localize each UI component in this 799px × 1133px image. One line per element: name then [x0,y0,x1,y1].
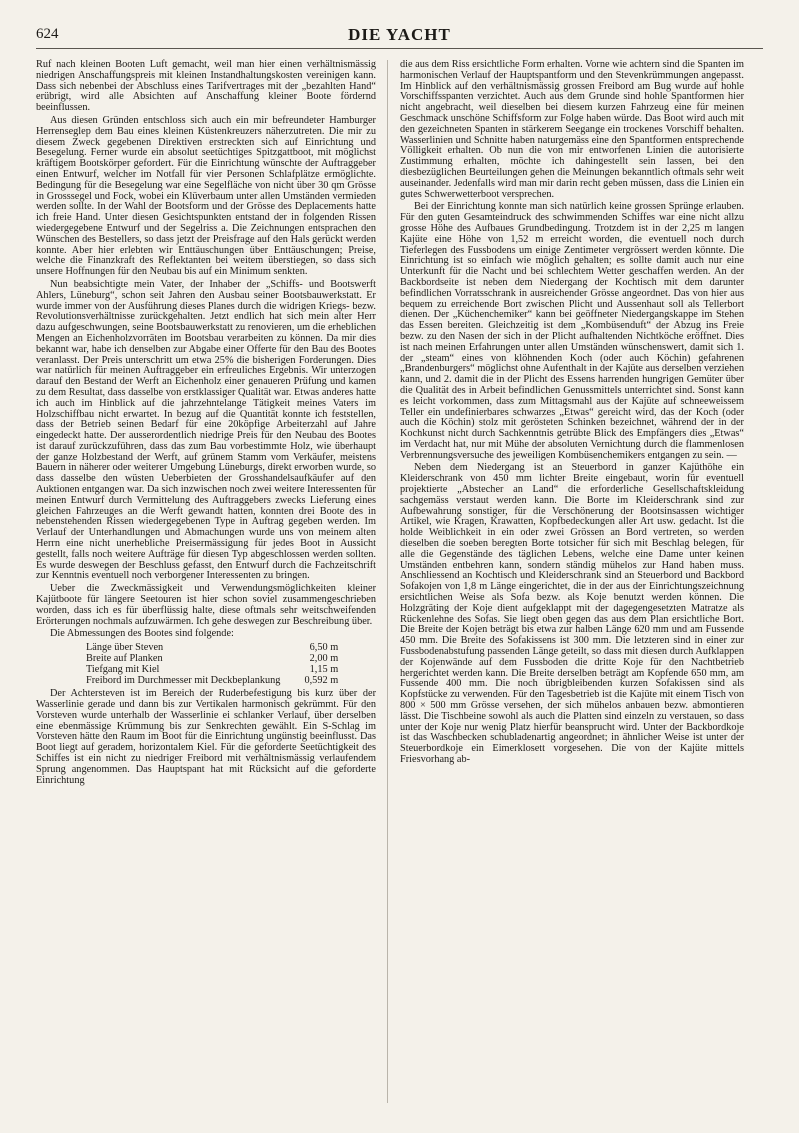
right-column [400,60,744,768]
dimension-row [86,675,342,686]
page-number: 624 [36,26,59,42]
paragraph: Der Achtersteven ist im Bereich der Ruderbefestigung bis kurz über der Wasserlinie gerade und dann bis zur Vertikalen harmonisch gekrümmt. Für den Vorsteven wurde unterhalb der Wasserlinie ei schlanker Verlauf, über derselben eine ebenmässige Krümmung bis zur Senkrechten gewählt. Ein S-Schlag im Vorsteven hätte den Raum im Boot für die Einrichtung ungünstig beeinflusst. Das Boot liegt auf geradem, horizontalem Kiel. Für die geforderte Seetüchtigkeit des Schiffes ist ein nicht zu niedriger Freibord mit verhältnismässig verlaufendem Sprung angenommen. Das Hauptspant hat mit Rücksicht auf die geforderte Einrichtung [36,688,376,786]
dimension-value: 2,00 m [309,653,339,665]
paragraph: Ueber die Zweckmässigkeit und Verwendungsmöglichkeiten kleiner Kajütboote für längere Seetouren ist hier schon soviel zusammengeschrieben worden, dass ich es für überflüssig halte, diese oftmals sehr weitschweifenden Erörterungen nochmals aufzuwärmen. Ich gehe deswegen zur Beschreibung über. [36,583,376,627]
dimension-value: 6,50 m [309,642,339,654]
dimension-value: 1,15 m [309,664,339,676]
dimension-row [86,664,342,675]
paragraph: Ruf nach kleinen Booten Luft gemacht, weil man hier einen verhältnismässig niedrigen Anschaffungspreis mit kleinen Instandhaltungskosten vereinigen kann. Dass sich nebenbei der Abschluss eines Tarifvertrages mit der „bezahlten Hand“ erübrigt, wird alle Absichten auf Anschaffung kleiner Boote fördernd beeinflussen. [36,59,376,114]
paragraph: Aus diesen Gründen entschloss sich auch ein mir befreundeter Hamburger Herrenseglер dem Bau eines kleinen Küstenkreuzers näherzutreten. Die mir zu diesem Zweck gegebenen Direktiven erstreckten sich auf Einrichtung und Besegelung. Ferner wurde ein absolut seetüchtiges Spitzgattboot, mit möglichst kräftigem Bootskörper gefordert. Für die Einrichtung wünschte der Auftraggeber einen Entwurf, welcher im Notfall für vier Personen Schlafplätze ermöglichte. Bedingung für die Besegelung war eine Segelfläche von nicht über 30 qm Grösse in Grosssegel und Fock, wobei ein Klüverbaum unter allen Umständen vermieden werden sollte. In der Wahl der Bootsform und der Grösse des Deplacements hatte ich freie Hand. Unter diesen Gesichtspunkten entstand der in folgenden Rissen wiedergegebene Entwurf und der Segelriss a. Die Zeichnungen entsprachen den Wünschen des Bestellers, so dass jetzt der Preisfrage auf den Hals gerückt werden konnte. Aber hier erlebten wir Enttäuschungen über Enttäuschungen; Preise, welche die Finanzkraft des Reflektanten bei weitem überstiegen, so dass sich unsere Hoffnungen für den Neubau bis auf ein Minimum senkten. [36,114,376,278]
dimensions-block [36,629,376,686]
header-rule [36,48,763,49]
dimensions-intro: Die Abmessungen des Bootes sind folgende: [50,628,234,640]
dimension-row [86,642,342,653]
paragraph: Neben dem Niedergang ist an Steuerbord in ganzer Kajüthöhe ein Kleiderschrank von 450 mm lichter Breite eingebaut, worin für eventuell projektierte „Abstecher an Land“ die erforderliche Gesellschaftskleidung sachgemäss verstaut werden kann. Die Borte im Kleiderschrank sind zur Aufbewahrung sonstiger, für die Verschönerung der Bootsinsassen wichtiger Artikel, wie Kragen, Krawatten, Kopfbedeckungen aller Art usw. gedacht. Ist die holde Weiblichkeit in ein oder zwei Grössen an Bord vertreten, so werden dieselben die soeben beregten Borte totsicher für sich mit Beschlag belegen, für alle die Gegenstände des täglichen Lebens, welche eine Dame unter keinen Umständen entbehren kann, sondern ständig mühelos zur Hand haben muss. Anschliessend an Kochtisch und Kleiderschrank sind an Steuerbord und Backbord Sofakojen von 1,8 m Länge eingerichtet, die in der aus der Einrichtungszeichnung ersichtlichen Weise als Sofa bezw. als Koje benutzt werden können. Die Holzgräting der Koje dient aufgeklappt mit der dagegengesetzten Matratze als Rückenlehne des Sofas. Sie liegt oben gegen das aus dem Plan ersichtliche Bort. Die Breite der Kojen beträgt bis etwa zur halben Länge 620 mm und am Fussende 450 mm. Die Breite des Sofakissens ist 300 mm. Die letzteren sind in einer zur Fussbodenabstufung passenden Länge geteilt, so dass mit diesen durch Aufklappen der Kojenwände auf dem Fussboden die dritte Koje für den Nachtbetrieb hergerichtet werden kann. Die Breite derselben beträgt am Kopfende 650 mm, am Fussende 400 mm. Die noch übrigbleibenden kurzen Sofakissen sind als Kopfstücke zu verwenden. Für den Tagesbetrieb ist die Kajüte mit einem Tisch von 800 × 500 mm Grösse versehen, der sich mühelos anbauen bezw. abmontieren lässt. Die Tischbeine sowohl als auch die Platten sind einzeln zu verstauen, so dass unter der Koje nur wenig Platz hierfür beansprucht wird. Unter der Backbordkoje ist das Waschbecken schubladenartig angeordnet; in ähnlicher Weise ist unter der Steuerbordkoje ein Eimerklosett vorgesehen. Die von der Kajüte mittels Friesvorhang ab- [400,462,744,765]
dimension-row [86,653,342,664]
left-column [36,60,376,788]
paragraph: die aus dem Riss ersichtliche Form erhalten. Vorne wie achtern sind die Spanten im harmonischen Verlauf der Hauptspantform und den Stevenkrümmungen angepasst. Im Hinblick auf den verhältnismässig grossen Freibord am Bug wurde auf hohle Vorschiffsspanten verzichtet. Auch aus dem Grunde sind hohle Spantformen hier nicht angebracht, weil dieselben bei diesem kurzen Fahrzeug eine für meinen Geschmack unschöne Schiffsform zur Folge haben würde. Das Boot wird auch mit den gezeichneten Spanten in stärkerem Seegange ein trockenes Vorschiff behalten. Wasserlinien und Schnitte haben naturgemäss eine den Spantformen entsprechende Völligkeit erhalten. Ob nun die von mir entworfenen Linien die autorisierte Zustimmung erhalten, möchte ich dahingestellt sein lassen, bei den diesbezüglichen Beurteilungen gehen die Meinungen bekanntlich oftmals sehr weit auseinander. Jedenfalls wird man mir darin recht geben müssen, dass die Linien ein gutes Schwerwetterboot versprechen. [400,59,744,200]
page-header [36,22,763,44]
dimensions-table [86,642,342,686]
paragraph: Nun beabsichtigte mein Vater, der Inhaber der „Schiffs- und Bootswerft Ahlers, Lüneburg“, schon seit Jahren den Ausbau seiner Bootsbauwerkstatt. Er wurde immer von der Ausführung dieses Planes durch die widrigen Kriegs- bezw. Revolutionsverhältnisse zurückgehalten. Jetzt endlich hat sich mein alter Herr dazu aufgeschwungen, seine Bootsbauwerkstatt zu renovieren, um die erheblichen Mengen an Eichenholzvorräten im Bootsbau verarbeiten zu können. Da mir dies bekannt war, habe ich denselben zur Abgabe einer Offerte für den Bau des Bootes veranlasst. Der Preis unterschritt um etwa 25% die bisherigen Forderungen. Dies war natürlich für meinen Auftraggeber ein erfreuliches Ergebnis. Wir unterzogen darauf den Bestand der Werft an Eichenholz einer genaueren Prüfung und kamen zu dem Resultat, dass dasselbe von erstklassiger Qualität war. Etwas anderes hatte ich auch im Hinblick auf die jahrzehntelange Tätigkeit meines Vaters im Holzschiffbau nicht erwartet. In bezug auf die Quantität konnte ich feststellen, dass der Betrieb seinen Bedarf für eine 20köpfige Arbeiterzahl auf Jahre eingedeckt hatte. Der ausserordentlich niedrige Preis für den Neubau des Bootes ist darauf zurückzuführen, dass das zum Bau vorbestimmte Holz, wie überhaupt der ganze Holzbestand der Werft, auf grünem Stamm vom Verkäufer, meistens Bauern in näherer oder weiterer Umgebung Lüneburgs, direkt erworben wurde, so dass dasselbe den wüsten Ueberbieten der Grosshandelsaufkäufer auf den Auktionen entgangen war. Da sich inzwischen noch zwei weitere Interessenten für meinen Entwurf durch Vermittelung des Auftraggebers zwecks Lieferung eines gleichen Fahrzeuges an die Werft gewandt hatten, konnten drei Boote des in nebenstehenden Rissen wiedergegebenen Type in Auftrag gegeben werden. Im Verlauf der Unterhandlungen und Abmachungen wurde uns von meinem alten Herrn eine nicht unerhebliche Preisermässigung für jedes Boot in Aussicht gestellt, falls noch weitere Aufträge für diesen Typ abgeschlossen werden sollten. Es wurde deswegen der Beschluss gefasst, den Entwurf durch die Fachzeitschrift zur Kenntnis eventuell noch verborgener Interessenten zu bringen. [36,278,376,582]
dimension-label: Breite auf Planken [86,653,163,665]
dimension-label: Länge über Steven [86,642,164,654]
column-divider [387,60,388,1103]
dimension-label: Tiefgang mit Kiel [86,664,160,676]
dimension-label: Freibord im Durchmesser mit Deckbeplankung [86,675,281,687]
dimension-value: 0,592 m [304,675,339,687]
running-title: DIE YACHT [348,25,451,44]
paragraph: Bei der Einrichtung konnte man sich natürlich keine grossen Sprünge erlauben. Für den guten Gesamteindruck des schwimmenden Schiffes war eine nicht allzu grosse Höhe des Aufbaues Grundbedingung. Trotzdem ist in der 2,25 m langen Kajüte eine Höhe von 1,52 m erreicht worden, die eventuell noch durch Tieferlegen des Fussbodens um einige Zentimeter vergrössert werden könnte. Die Einrichtung ist so einfach wie möglich gehalten; es sollte damit auch nur eine Unterkunft für die Nacht und bei schlechtem Wetter geschaffen werden. An der Backbordseite ist neben dem Niedergang der Kochtisch mit dem darunter befindlichen Vorratsschrank in ausreichender Grösse angeordnet. Das von hier aus bequem zu erreichende Bort zwischen Plicht und Aussenhaut soll als Tellerbort dienen. Der „Küchenchemiker“ kann bei geöffneter Niedergangskappe im Stehen das Essen bereiten. Gleichzeitig ist dem „Kombüsenduft“ der Abzug ins Freie bezw. zu den Nasen der sich in der Plicht aufhaltenden Nichtköche eröffnet. Dies ist nach meinen Erfahrungen unter allen Umständen wünschenswert, damit sich 1. der „steam“ eines von klöhnenden Koch (oder auch Köchin) gefahrenen „Brandenburgers“ möglichst ohne Aufenthalt in der Kajüte aus derselben verziehen kann, und 2. damit die in der Plicht des Essens harrenden hungrigen Gemüter über die Qualität des in Arbeit befindlichen Genussmittels unterrichtet sind. Sonst kann es leicht vorkommen, dass zum Mittagsmahl aus der Kajüte auf schneeweissem Teller ein undefinierbares schwarzes „Etwas“ gereicht wird, das der Koch (oder auch die Köchin) stolz mit gerösteten Schinken bezeichnet, während der in der Kochkunst nicht durch Sachkenntnis getrübte Blick des Empfängers dies „Etwas“ im Verdacht hat, nur mit Mühe der absoluten Vernichtung durch die flammenlosen Verbrennungsversuche des jeweiligen Kombüsenchemikers entgangen zu sein. — [400,201,744,461]
